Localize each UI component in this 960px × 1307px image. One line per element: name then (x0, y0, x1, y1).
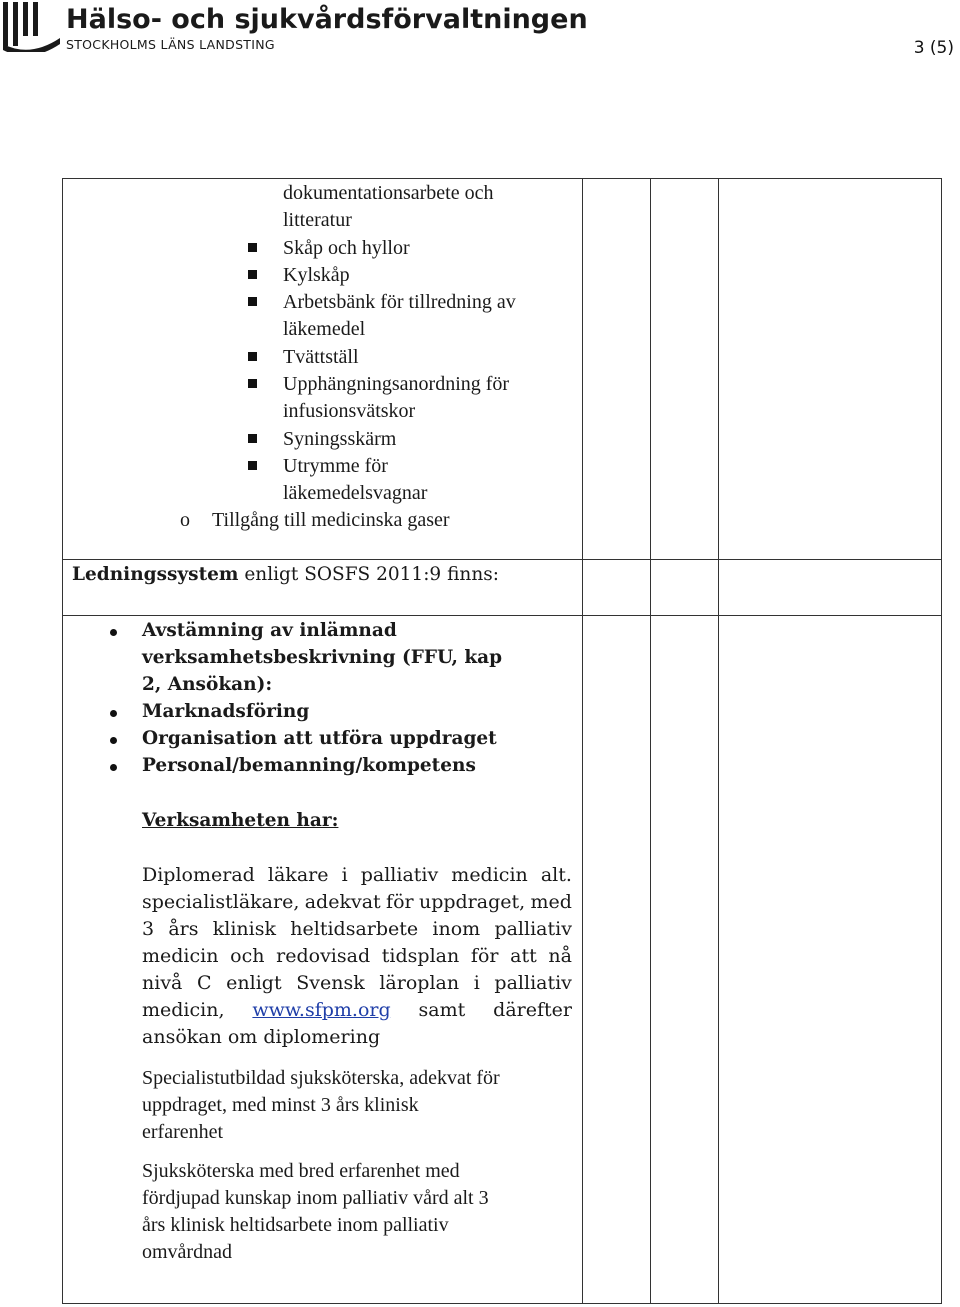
square-bullet-icon (248, 297, 257, 306)
paragraph-line: års klinisk heltidsarbete inom palliativ (142, 1214, 449, 1236)
word: medicin (451, 864, 528, 886)
row1-intro-line: litteratur (283, 209, 352, 231)
word: heltidsarbete (290, 918, 419, 940)
bullet-item: 2, Ansökan): (142, 674, 273, 695)
paragraph-line (142, 918, 572, 940)
heading-bold: Ledningssystem (72, 564, 239, 585)
word: tidsplan (381, 945, 460, 967)
word: samt (418, 999, 466, 1021)
word: medicin (142, 945, 219, 967)
paragraph-line: erfarenhet (142, 1121, 224, 1143)
word: klinisk (212, 918, 277, 940)
column-divider (650, 179, 651, 1303)
word: palliativ (360, 864, 439, 886)
square-bullet-icon (248, 434, 257, 443)
list-item: Arbetsbänk för tillredning av (283, 291, 516, 313)
word: för (386, 891, 414, 913)
paragraph-line (142, 891, 572, 913)
paragraph-line: ansökan om diplomering (142, 1026, 381, 1048)
word: nivå (142, 972, 183, 994)
sfpm-link[interactable]: www.sfpm.org (252, 999, 391, 1021)
word: palliativ (494, 918, 572, 940)
square-bullet-icon (248, 270, 257, 279)
word: adekvat (304, 891, 381, 913)
paragraph-line (142, 972, 572, 994)
word: i (473, 972, 480, 994)
word: specialistläkare, (142, 891, 300, 913)
list-item: läkemedel (283, 318, 366, 340)
logo (0, 0, 588, 60)
org-name: Hälso- och sjukvårdsförvaltningen (66, 4, 588, 35)
word: inom (432, 918, 481, 940)
word: att (510, 945, 537, 967)
word: 3 (142, 918, 155, 940)
square-bullet-icon (248, 379, 257, 388)
bullet-item: verksamhetsbeskrivning (FFU, kap (142, 647, 503, 668)
heading-rest: enligt SOSFS 2011:9 finns: (238, 564, 499, 585)
bullet-item: Avstämning av inlämnad (142, 620, 397, 641)
bullet-item: Personal/bemanning/kompetens (142, 755, 476, 776)
list-item: Upphängningsanordning för (283, 373, 510, 395)
row-divider (63, 615, 941, 616)
page-number: 3 (5) (913, 38, 954, 58)
word: redovisad (276, 945, 371, 967)
word: palliativ (494, 972, 572, 994)
column-divider (582, 179, 583, 1303)
org-subtitle: STOCKHOLMS LÄNS LANDSTING (66, 37, 275, 52)
word: läkare (267, 864, 329, 886)
paragraph-line (142, 945, 572, 967)
verksamheten-heading: Verksamheten har: (142, 810, 339, 831)
list-item: Tvättställ (283, 346, 359, 368)
list-item: läkemedelsvagnar (283, 482, 428, 504)
square-bullet-icon (248, 352, 257, 361)
list-item: Skåp och hyllor (283, 237, 410, 259)
round-bullet-icon (110, 629, 117, 636)
list-item: Utrymme för (283, 455, 388, 477)
round-bullet-icon (110, 737, 117, 744)
paragraph-line: uppdraget, med minst 3 års klinisk (142, 1094, 419, 1116)
word: års (168, 918, 199, 940)
square-bullet-icon (248, 461, 257, 470)
paragraph-line (142, 999, 572, 1021)
list-item: Syningsskärm (283, 428, 397, 450)
word: enligt (226, 972, 282, 994)
column-divider (718, 179, 719, 1303)
word: alt. (540, 864, 572, 886)
paragraph-line (142, 864, 572, 886)
paragraph-line: Specialistutbildad sjuksköterska, adekvat för (142, 1067, 500, 1089)
paragraph-line: omvårdnad (142, 1241, 232, 1263)
list-item: Kylskåp (283, 264, 350, 286)
word: uppdraget, (418, 891, 526, 913)
list-item: infusionsvätskor (283, 400, 416, 422)
paragraph-line: fördjupad kunskap inom palliativ vård alt 3 (142, 1187, 489, 1209)
bullet-item: Organisation att utföra uppdraget (142, 728, 497, 749)
bullet-item: Marknadsföring (142, 701, 310, 722)
word: för (470, 945, 499, 967)
county-council-logo-icon (0, 0, 62, 52)
word: nå (548, 945, 572, 967)
round-bullet-icon (110, 710, 117, 717)
sub-list-marker: o (180, 509, 190, 531)
word: läroplan (379, 972, 460, 994)
sub-list-item: Tillgång till medicinska gaser (212, 509, 450, 531)
word: i (341, 864, 348, 886)
management-system-heading (72, 564, 499, 585)
word: Svensk (296, 972, 365, 994)
round-bullet-icon (110, 764, 117, 771)
square-bullet-icon (248, 243, 257, 252)
row-divider (63, 559, 941, 560)
paragraph-line: Sjuksköterska med bred erfarenhet med (142, 1160, 460, 1182)
word: medicin, (142, 999, 225, 1021)
word: och (230, 945, 265, 967)
word: med (530, 891, 572, 913)
word: Diplomerad (142, 864, 255, 886)
word: därefter (493, 999, 572, 1021)
row1-intro-line: dokumentationsarbete och (283, 182, 494, 204)
word: C (197, 972, 212, 994)
